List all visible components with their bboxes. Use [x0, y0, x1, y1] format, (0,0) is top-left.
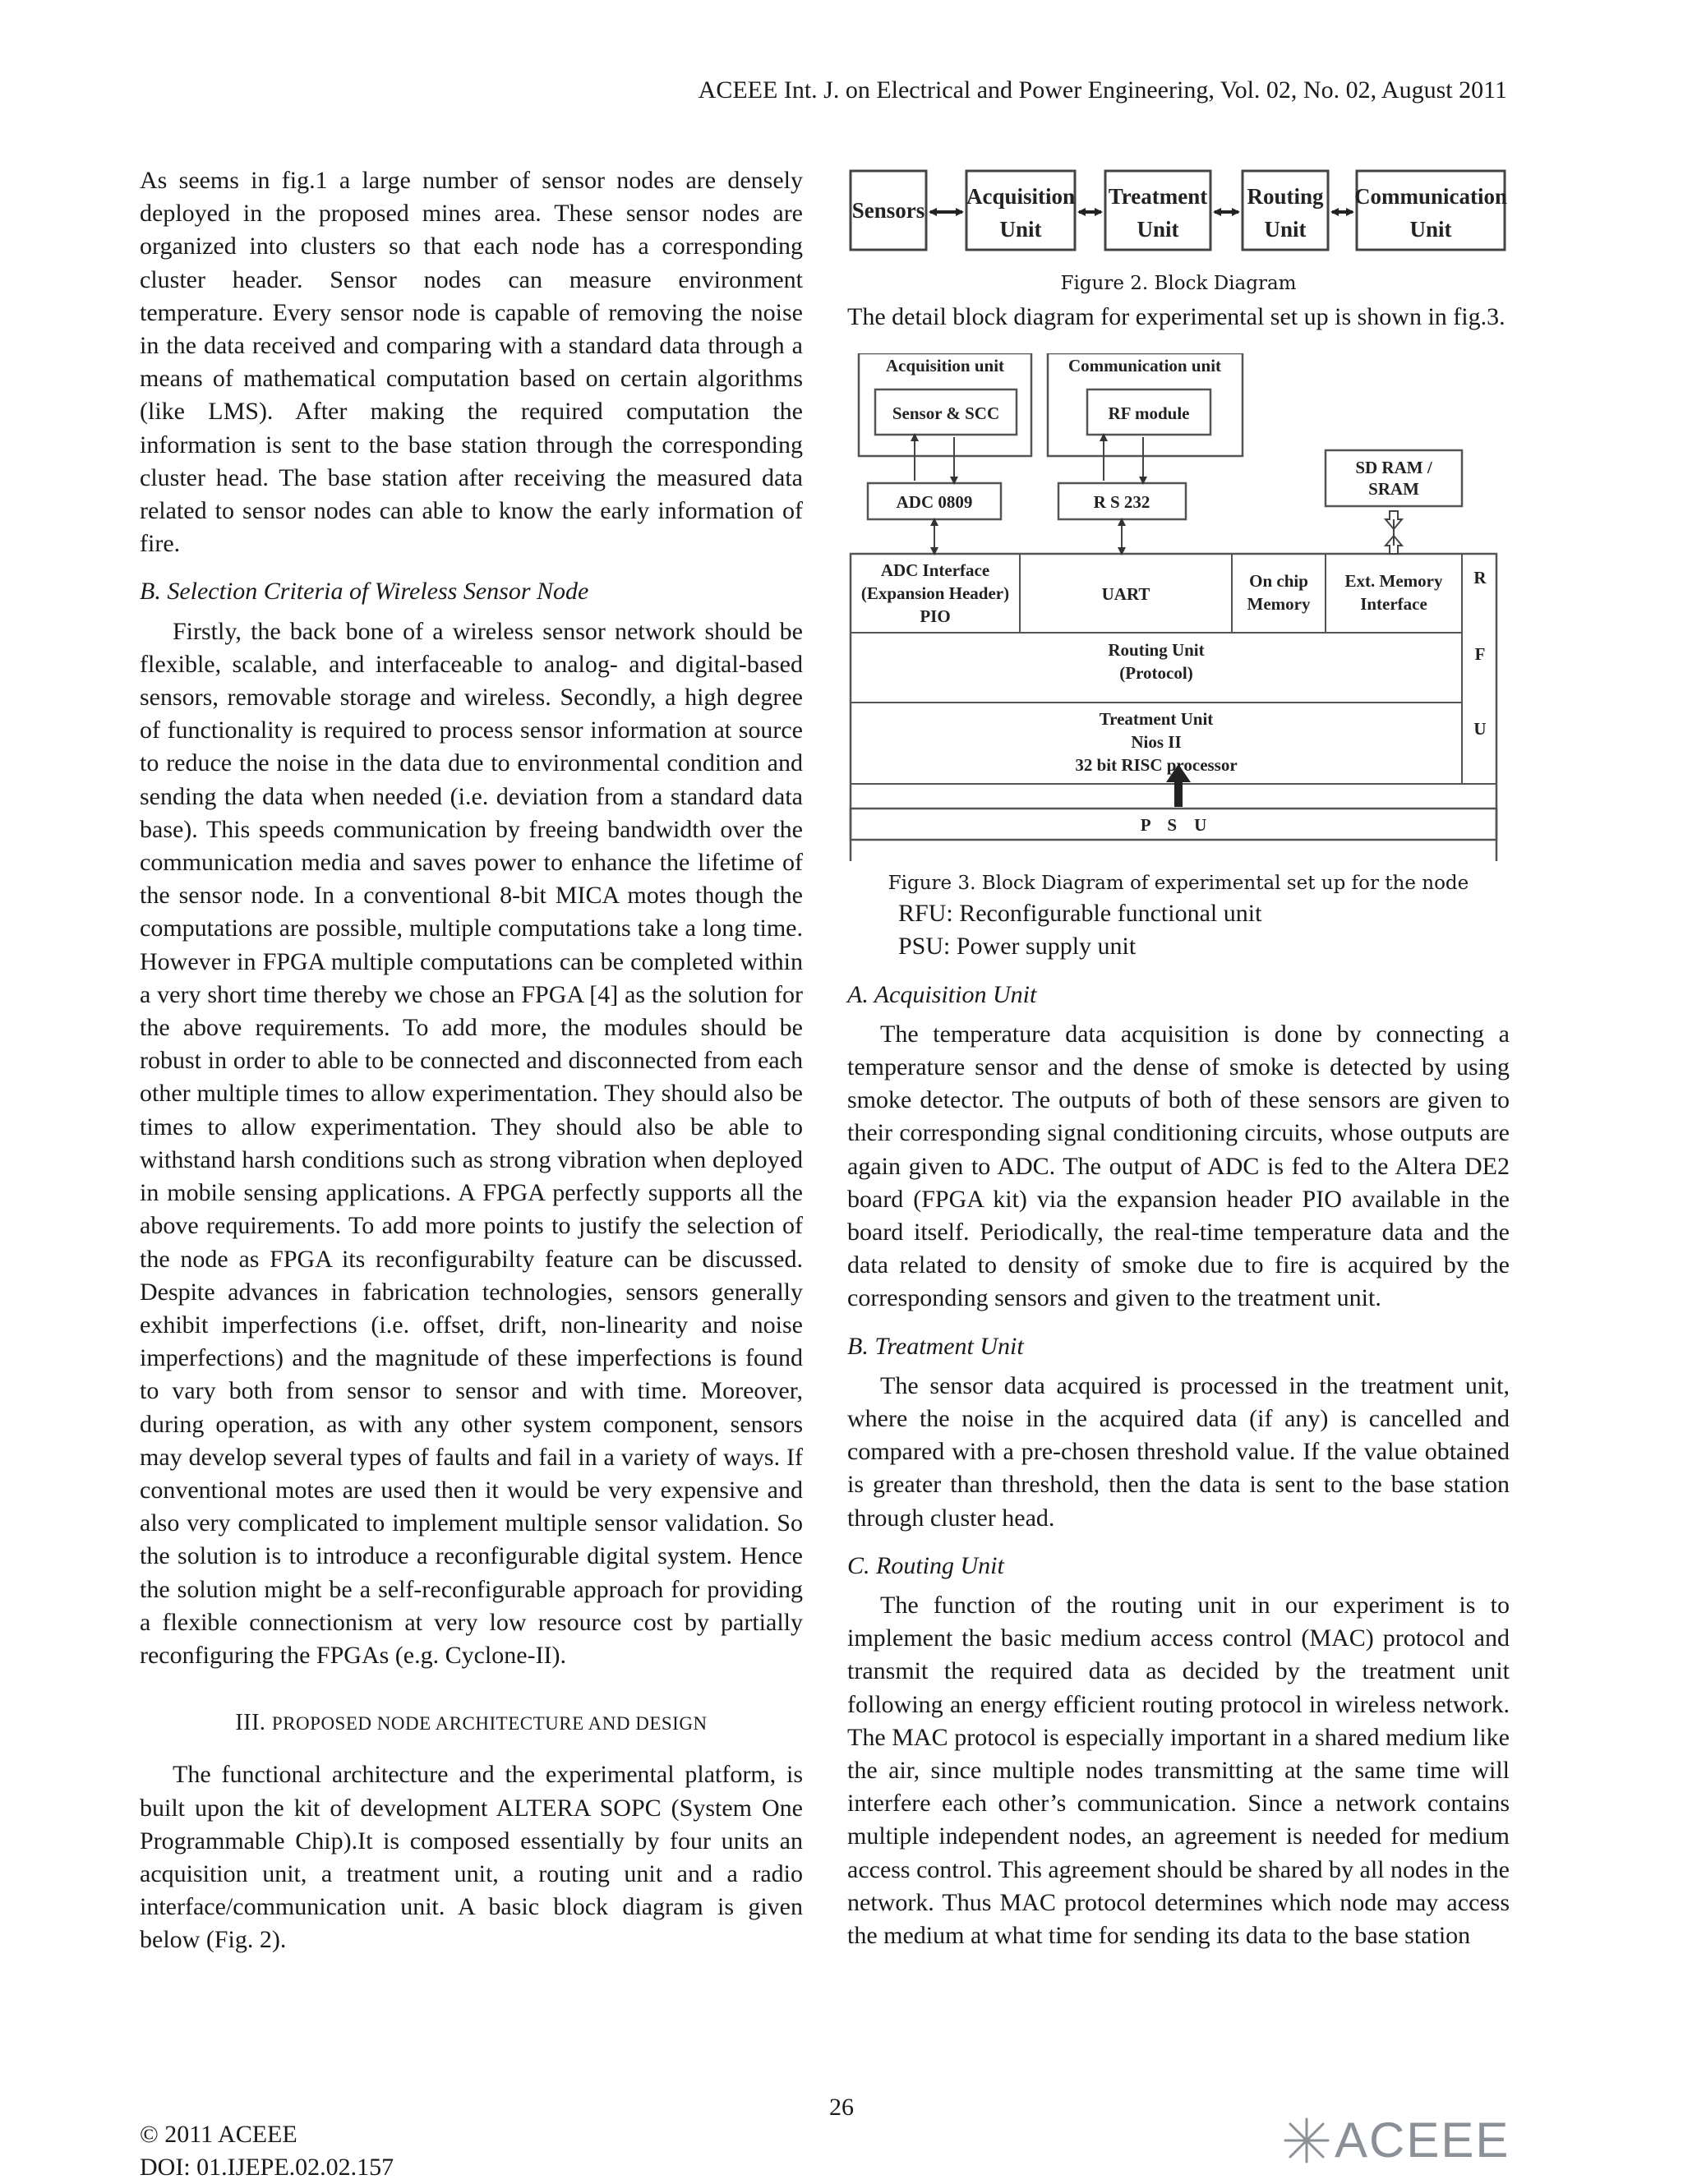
fig3-label: SD RAM /	[1355, 458, 1432, 478]
fig3-label: On chip	[1249, 571, 1308, 592]
figure-3-caption: Figure 3. Block Diagram of experimental set up for the node	[888, 873, 1469, 895]
left-column	[140, 164, 803, 1957]
abbreviation-rfu: RFU: Reconfigurable functional unit	[898, 900, 1262, 928]
fig2-label: Unit	[1264, 217, 1307, 242]
fig2-label: Acquisition	[966, 184, 1076, 209]
section-number: III.	[235, 1710, 266, 1736]
fig3-label: F	[1474, 644, 1486, 665]
figure-2-caption: Figure 2. Block Diagram	[1060, 273, 1297, 294]
fig2-label: Communication	[1353, 184, 1508, 209]
paragraph: The temperature data acquisition is done by connecting a temperature sensor and the dense of smoke is detected by using smoke detector. The outputs of both of these sensors are given to their corresponding signal conditioning circuits, whose outputs are again given to ADC. The output of ADC is fed to the Altera DE2 board (FPGA kit) via the expansion header PIO available in the board itself. Periodically, the real-time temperature data and the data related to density of smoke due to fire is acquired by the corresponding sensors and given to the treatment unit.	[847, 1020, 1510, 1312]
paragraph: As seems in fig.1 a large number of sensor nodes are densely deployed in the proposed mines area. These sensor nodes are organized into clusters so that each node has a corresponding cluster header. Sensor nodes can measure environment temperature. Every sensor node is capable of removing the noise in the data received and comparing with a standard data through a means of mathematical computation based on certain algorithms (like LMS). After making the required computation the information is sent to the base station through the corresponding cluster head. The base station after receiving the measured data related to sensor nodes can able to know the early information of fire.	[140, 167, 803, 558]
fig3-label: (Expansion Header)	[860, 583, 1010, 604]
fig3-label: U	[1473, 719, 1487, 740]
fig2-label: Unit	[1409, 217, 1452, 242]
fig3-label: ADC 0809	[896, 492, 973, 513]
fig3-label: Nios II	[1131, 732, 1182, 753]
copyright: © 2011 ACEEE	[140, 2121, 297, 2148]
fig3-label: Ext. Memory	[1344, 571, 1443, 592]
journal-header: ACEEE Int. J. on Electrical and Power Engineering, Vol. 02, No. 02, August 2011	[698, 76, 1507, 104]
paragraph: The sensor data acquired is processed in the treatment unit, where the noise in the acquired data (if any) is cancelled and compared with a pre-chosen threshold value. If the value obtained is greater than threshold, then the data is sent to the base station through cluster head.	[847, 1371, 1510, 1532]
fig3-label: R S 232	[1093, 492, 1150, 513]
paragraph: The function of the routing unit in our experiment is to implement the basic medium access control (MAC) protocol and transmit the required data as decided by the treatment unit following an energy efficient routing protocol in wireless network. The MAC protocol is especially important in a shared medium like the air, since multiple nodes transmitting at the same time will interfere each other’s communication. Since a network contains multiple independent nodes, an agreement is needed for medium access control. This agreement should be shared by all nodes in the network. Thus MAC protocol determines which node may access the medium at what time for sending its data to the base station	[847, 1592, 1510, 1950]
page-number: 26	[829, 2094, 854, 2121]
subsection-heading: B. Treatment Unit	[847, 1332, 1024, 1360]
fig2-label: Sensors	[851, 198, 925, 223]
fig3-label: ADC Interface	[880, 560, 990, 581]
aceee-logo-text: ACEEE	[1335, 2113, 1510, 2168]
doi: DOI: 01.IJEPE.02.02.157	[140, 2154, 394, 2181]
subsection-heading: A. Acquisition Unit	[847, 980, 1037, 1008]
fig3-label: Memory	[1247, 594, 1311, 615]
fig3-label: P S U	[1140, 815, 1207, 836]
fig3-label: Treatment Unit	[1099, 709, 1214, 730]
fig3-label: Interface	[1360, 594, 1427, 615]
abbreviation-psu: PSU: Power supply unit	[898, 933, 1137, 961]
aceee-logo-icon	[1279, 2114, 1335, 2167]
fig3-label: Routing Unit	[1108, 640, 1205, 661]
fig2-label: Unit	[1137, 217, 1179, 242]
fig3-label: Sensor & SCC	[892, 403, 1000, 424]
fig3-label: RF module	[1108, 403, 1190, 424]
fig3-label: PIO	[920, 606, 951, 627]
figure-2-block-diagram	[847, 164, 1510, 256]
fig2-label: Routing	[1247, 184, 1324, 209]
fig3-label: SRAM	[1368, 479, 1419, 500]
right-column	[847, 164, 1510, 1952]
fig3-label: 32 bit RISC processor	[1075, 755, 1238, 776]
fig3-label: Acquisition unit	[885, 356, 1005, 376]
fig2-label: Treatment	[1108, 184, 1208, 209]
aceee-logo	[1279, 2112, 1510, 2168]
fig3-label: UART	[1101, 584, 1150, 605]
fig3-label: R	[1473, 568, 1487, 588]
section-title: PROPOSED NODE ARCHITECTURE AND DESIGN	[271, 1713, 708, 1735]
paragraph: Firstly, the back bone of a wireless sensor network should be flexible, scalable, and interfaceable to analog- and digital-based sensors, removable storage and wireless. Secondly, a high degree of functionality is required to process sensor information at source to reduce the noise in the data due to environmental condition and sending the data when needed (i.e. deviation from a standard data base). This speeds communication by freeing bandwidth over the communication media and saves power to enhance the lifetime of the sensor node. In a conventional 8-bit MICA motes though the computations are possible, multiple computations take a long time. However in FPGA multiple computations can be completed within a very short time thereby we chose an FPGA [4] as the solution for the above requirements. To add more, the modules should be robust in order to able to be connected and disconnected from each other multiple times to allow experimentation. They should also be times to allow experimentation. They should also be able to withstand harsh conditions such as strong vibration when deployed in mobile sensing applications. A FPGA perfectly supports all the above requirements. To add more points to justify the selection of the node as FPGA its reconfigurabilty feature can be discussed. Despite advances in fabrication technologies, sensors generally exhibit imperfections (i.e. offset, drift, non-linearity and noise imperfections) and the magnitude of these imperfections is found to vary both from sensor to sensor and with time. Moreover, during operation, as with any other system component, sensors may develop several types of faults and fail in a variety of ways. If conventional motes are used then it would be very expensive and also very complicated to implement multiple sensor validation. So the solution is to introduce a reconfigurable digital system. Hence the solution might be a self-reconfigurable approach for providing a flexible connectionism at very low resource cost by partially reconfiguring the FPGAs (e.g. Cyclone-II).	[140, 617, 803, 1669]
subsection-heading: B. Selection Criteria of Wireless Sensor Node	[140, 578, 589, 606]
footer-info	[140, 2118, 394, 2184]
section-heading	[140, 1707, 803, 1740]
figure-3-block-diagram	[847, 353, 1510, 861]
paragraph: The detail block diagram for experimental set up is shown in fig.3.	[847, 303, 1505, 330]
fig2-label: Unit	[999, 217, 1042, 242]
fig3-label: Communication unit	[1067, 356, 1222, 376]
fig3-label: (Protocol)	[1119, 663, 1193, 684]
paragraph: The functional architecture and the experimental platform, is built upon the kit of development ALTERA SOPC (System One Programmable Chip).It is composed essentially by four units an acquisition unit, a treatment unit, a routing unit and a radio interface/communication unit. A basic block diagram is given below (Fig. 2).	[140, 1761, 803, 1954]
subsection-heading: C. Routing Unit	[847, 1551, 1004, 1579]
